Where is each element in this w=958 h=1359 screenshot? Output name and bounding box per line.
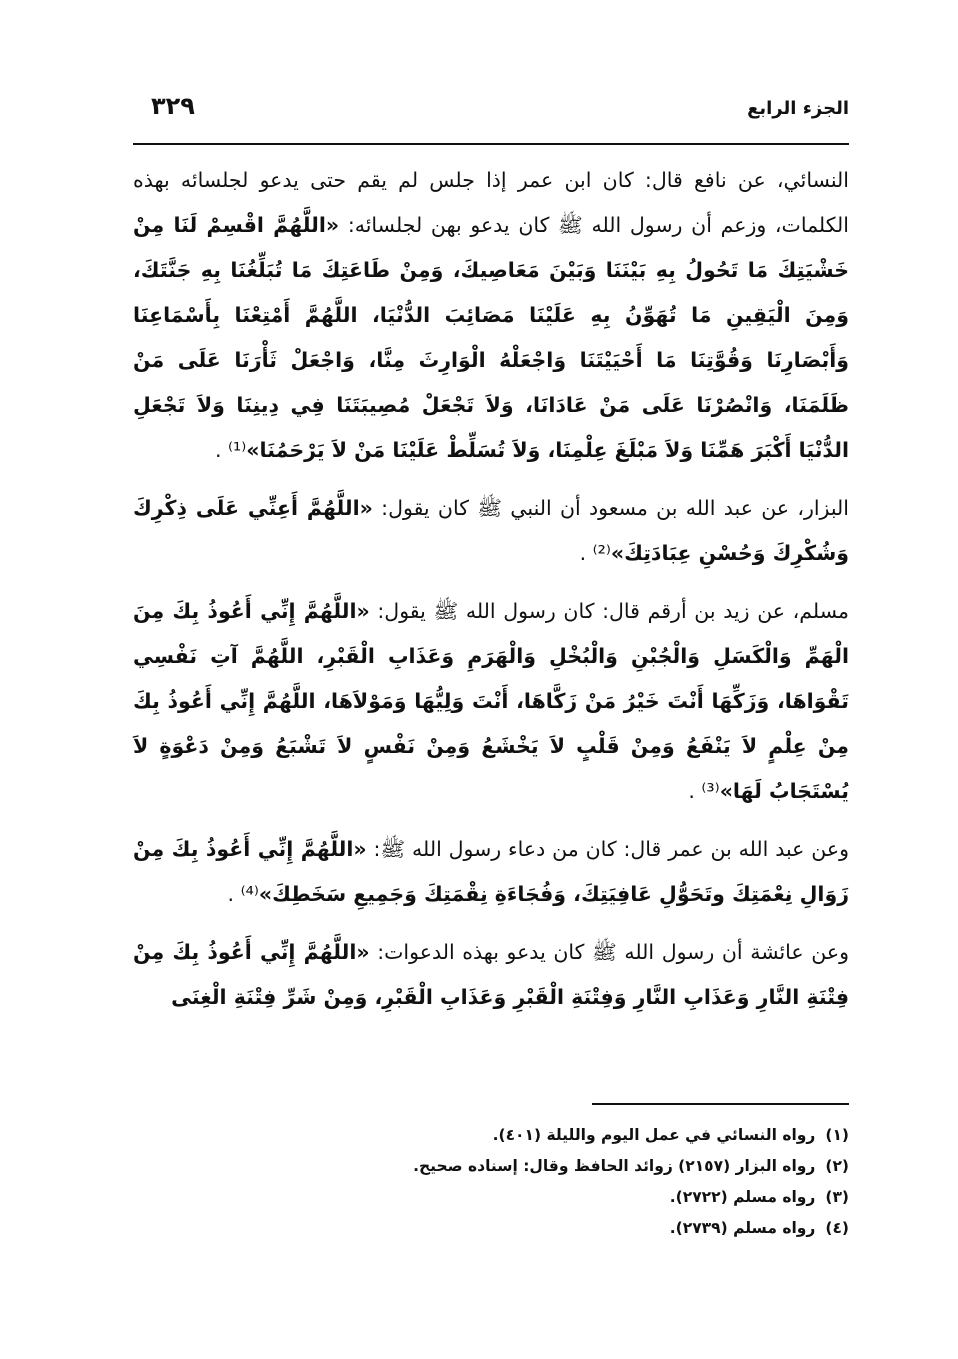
footnote-number: (١) [825,1126,849,1144]
body-text [133,158,849,1020]
footnote-text: رواه مسلم (٢٧٣٩). [669,1219,816,1237]
running-head: الجزء الرابع [747,98,849,119]
supplication-quote: «اللَّهُمَّ إِنِّي أَعُوذُ بِكَ مِنْ فِتْنَةِ النَّارِ وَعَذَابِ النَّارِ وَفِتْنَةِ الْقَبْرِ وَعَذَابِ الْقَبْرِ، وَمِنْ شَرِّ فِتْنَةِ الْغِنَى [133,940,849,1009]
supplication-quote: «اللَّهُمَّ اقْسِمْ لَنَا مِنْ خَشْيَتِكَ مَا تَحُولُ بِهِ بَيْنَنَا وَبَيْنَ مَعَاصِيكَ، وَمِنْ طَاعَتِكَ مَا تُبَلِّغُنَا بِهِ جَنَّتَكَ، وَمِنَ الْيَقِينِ مَا تُهَوِّنُ بِهِ عَلَيْنَا مَصَائِبَ الدُّنْيَا، اللَّهُمَّ أَمْتِعْنَا بِأَسْمَاعِنَا وَأَبْصَارِنَا وَقُوَّتِنَا مَا أَحْيَيْتَنَا وَاجْعَلْهُ الْوَارِثَ مِنَّا، وَاجْعَلْ ثَأْرَنَا عَلَى مَنْ ظَلَمَنَا، وَانْصُرْنَا عَلَى مَنْ عَادَانَا، وَلاَ تَجْعَلْ مُصِيبَتَنَا فِي دِينِنَا وَلاَ تَجْعَلِ الدُّنْيَا أَكْبَرَ هَمِّنَا وَلاَ مَبْلَغَ عِلْمِنَا، وَلاَ تُسَلِّطْ عَلَيْنَا مَنْ لاَ يَرْحَمُنَا» [133,213,849,462]
footnotes [133,1120,849,1244]
header-rule [133,143,849,145]
footnote-ref: ⁽⁴⁾ . [227,882,259,906]
footnote-rule [592,1103,849,1105]
paragraph-nasai [133,158,849,473]
footnote-text: رواه البزار (٢١٥٧) زوائد الحافظ وقال: إسناده صحيح. [413,1157,816,1175]
page-header [133,92,849,140]
footnote-text: رواه النسائي في عمل اليوم والليلة (٤٠١). [492,1126,816,1144]
page-number: ٣٢٩ [151,92,195,120]
paragraph-bazzar [133,486,849,576]
paragraph-aisha [133,930,849,1020]
supplication-quote: «اللَّهُمَّ إِنِّي أَعُوذُ بِكَ مِنْ زَوَالِ نِعْمَتِكَ وتَحَوُّلِ عَافِيَتِكَ، وَفُجَاءَةِ نِقْمَتِكَ وَجَمِيعِ سَخَطِكَ» [133,837,849,906]
paragraph-intro: وعن عبد الله بن عمر قال: كان من دعاء رسول الله ﷺ: [373,837,849,861]
footnote-item [133,1120,849,1151]
footnote-item [133,1213,849,1244]
footnote-number: (٢) [825,1157,849,1175]
supplication-quote: «اللَّهُمَّ إِنِّي أَعُوذُ بِكَ مِنَ الْهَمِّ وَالْكَسَلِ وَالْجُبْنِ وَالْبُخْلِ وَالْهَرَمِ وَعَذَابِ الْقَبْرِ، اللَّهُمَّ آتِ نَفْسِي تَقْوَاهَا، وَزَكِّهَا أَنْتَ خَيْرُ مَنْ زَكَّاهَا، أَنْتَ وَلِيُّهَا وَمَوْلاَهَا، اللَّهُمَّ إِنِّي أَعُوذُ بِكَ مِنْ عِلْمٍ لاَ يَنْفَعُ وَمِنْ قَلْبٍ لاَ يَخْشَعُ وَمِنْ نَفْسٍ لاَ تَشْبَعُ وَمِنْ دَعْوَةٍ لاَ يُسْتَجَابُ لَهَا» [133,599,849,803]
paragraph-muslim [133,589,849,814]
footnote-number: (٣) [825,1188,849,1206]
footnote-text: رواه مسلم (٢٧٢٢). [669,1188,816,1206]
footnote-ref: ⁽¹⁾ . [214,438,247,462]
footnote-item [133,1182,849,1213]
footnote-number: (٤) [825,1219,849,1237]
footnote-item [133,1151,849,1182]
paragraph-intro: البزار، عن عبد الله بن مسعود أن النبي ﷺ كان يقول: [381,496,849,520]
paragraph-intro: وعن عائشة أن رسول الله ﷺ كان يدعو بهذه الدعوات: [377,940,849,964]
paragraph-intro: مسلم، عن زيد بن أرقم قال: كان رسول الله ﷺ يقول: [377,599,849,623]
footnote-ref: ⁽³⁾ . [688,779,720,803]
paragraph-intro: النسائي، عن نافع قال: كان ابن عمر إذا جلس لم يقم حتى يدعو لجلسائه بهذه الكلمات، وزعم أن رسول الله ﷺ كان يدعو بهن لجلسائه: [133,168,849,237]
supplication-quote: «اللَّهُمَّ أَعِنِّي عَلَى ذِكْرِكَ وَشُكْرِكَ وَحُسْنِ عِبَادَتِكَ» [133,496,849,565]
footnote-ref: ⁽²⁾ . [579,541,611,565]
paragraph-ibn-umar [133,827,849,917]
